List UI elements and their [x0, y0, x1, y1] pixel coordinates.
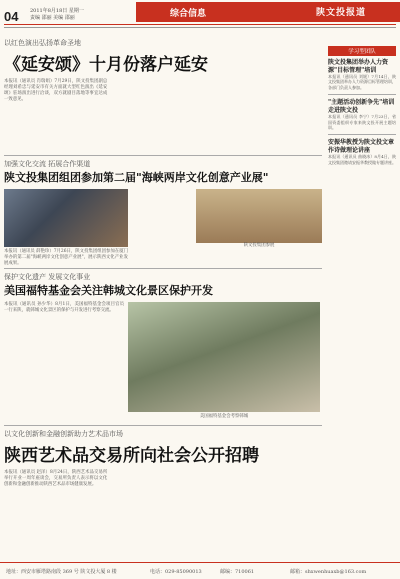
story-lead: 本报讯（通讯员 肖瑞娟）7月29日，陕文投集团副总经理刘希忠与延安市有关方面就大型红色演出《延安颂》驻场演出进行洽谈，双方就剧目落地等事宜达成一致意见。: [4, 79, 108, 102]
photo-caption: 陕文投集团参展: [243, 243, 275, 248]
expo-photo: [4, 189, 128, 247]
story-text: 本报讯（通讯员 孙少华）8月1日，美国福特基金会项目官员一行来陕，就韩城文化景区的保护与开发进行考察交流。: [4, 302, 124, 313]
sidebar-text-3: 本报讯（通讯员 曲晓冰）8月4日，陕文投集团邀请安振华教授做专题讲座。: [328, 154, 396, 165]
sidebar: [328, 46, 396, 165]
divider: [4, 24, 396, 25]
story-body: [4, 79, 322, 103]
story-kicker: 加强文化交流 拓展合作渠道: [4, 160, 91, 168]
story-expo: [4, 159, 322, 265]
sidebar-text-2: 本报讯（通讯员 李宁）7月23日，省国资委组织专家来陕文投开展主题培训。: [328, 114, 396, 131]
divider: [328, 94, 396, 95]
story-headline: 陕文投集团组团参加第二届"海峡两岸文化创意产业展": [4, 171, 269, 184]
story-col-3: [219, 470, 322, 488]
story-ford: [4, 272, 322, 422]
story-kicker: 以红色演出弘扬革命圣地: [4, 39, 81, 47]
story-body: [4, 470, 322, 488]
dateline-editor: 责编 邵丽 美编 邵丽: [30, 15, 75, 21]
masthead: [0, 0, 400, 34]
paper-name: 陕文投报道: [316, 8, 367, 18]
sidebar-banner: 学习型团队: [328, 46, 396, 56]
story-yanan: [4, 38, 322, 103]
divider: [4, 268, 322, 269]
ford-visit-photo: [128, 302, 320, 412]
story-headline: 陕西艺术品交易所向社会公开招聘: [4, 446, 259, 466]
story-body: [4, 185, 322, 265]
expo-booth-photo: [196, 189, 322, 243]
main-content: [4, 38, 322, 488]
sidebar-text-1: 本报讯（通讯员 刘媛）7月14日，陕文投集团举办人力资源目标管理培训，各部门负责人参加。: [328, 74, 396, 90]
story-body: [4, 298, 322, 422]
photo-caption: 美国福特基金会考察韩城: [199, 414, 249, 419]
story-text: 本报讯（通讯员 薛艳珍）7月26日，陕文投集团组团参加在厦门举办的第二届"海峡两岸文化创意产业展"，展示陕西文化产业发展成果。: [4, 249, 128, 266]
footer-email: 邮箱：shxwenhuaxb@163.com: [290, 569, 367, 575]
story-kicker: 保护文化遗产 发展文化事业: [4, 273, 91, 281]
dateline-date: 2011年8月18日 星期一: [30, 8, 84, 14]
sidebar-headline-1: 陕文投集团举办人力资源"目标管理"培训: [328, 59, 389, 74]
story-col-2: [111, 470, 214, 488]
story-kicker: 以文化创新和金融创新助力艺术品市场: [4, 430, 123, 438]
story-col-3: [219, 79, 322, 103]
story-headline: 《延安颂》十月份落户延安: [4, 55, 208, 75]
sidebar-headline-3: 安振华教授为陕文投文章作诗做理论讲座: [328, 139, 395, 154]
page-number: 04: [4, 9, 19, 24]
divider: [328, 134, 396, 135]
story-art-exchange: [4, 429, 322, 488]
divider: [4, 155, 322, 156]
section-title: 综合信息: [170, 9, 207, 19]
divider: [4, 425, 322, 426]
story-headline: 美国福特基金会关注韩城文化景区保护开发: [4, 284, 213, 297]
dateline: [30, 8, 84, 22]
footer-tel: 电话：029-85090013: [150, 569, 202, 575]
sidebar-headline-2: "主题活动创新争先"培训走进陕文投: [328, 99, 395, 114]
story-col-2: [111, 79, 214, 103]
footer: [0, 562, 400, 579]
divider: [4, 27, 396, 28]
footer-address: 地址：西安市雁塔路南段 369 号 陕文投大厦 8 楼: [6, 569, 117, 575]
footer-post: 邮编：710061: [220, 569, 255, 575]
story-text: 本报讯（通讯员 赵泽）8月24日，陕西艺术品交易所举行开业一周年座谈会，交易所负责人表示将以文化创新和金融创新推动陕西艺术品市场健康发展。: [4, 470, 108, 487]
